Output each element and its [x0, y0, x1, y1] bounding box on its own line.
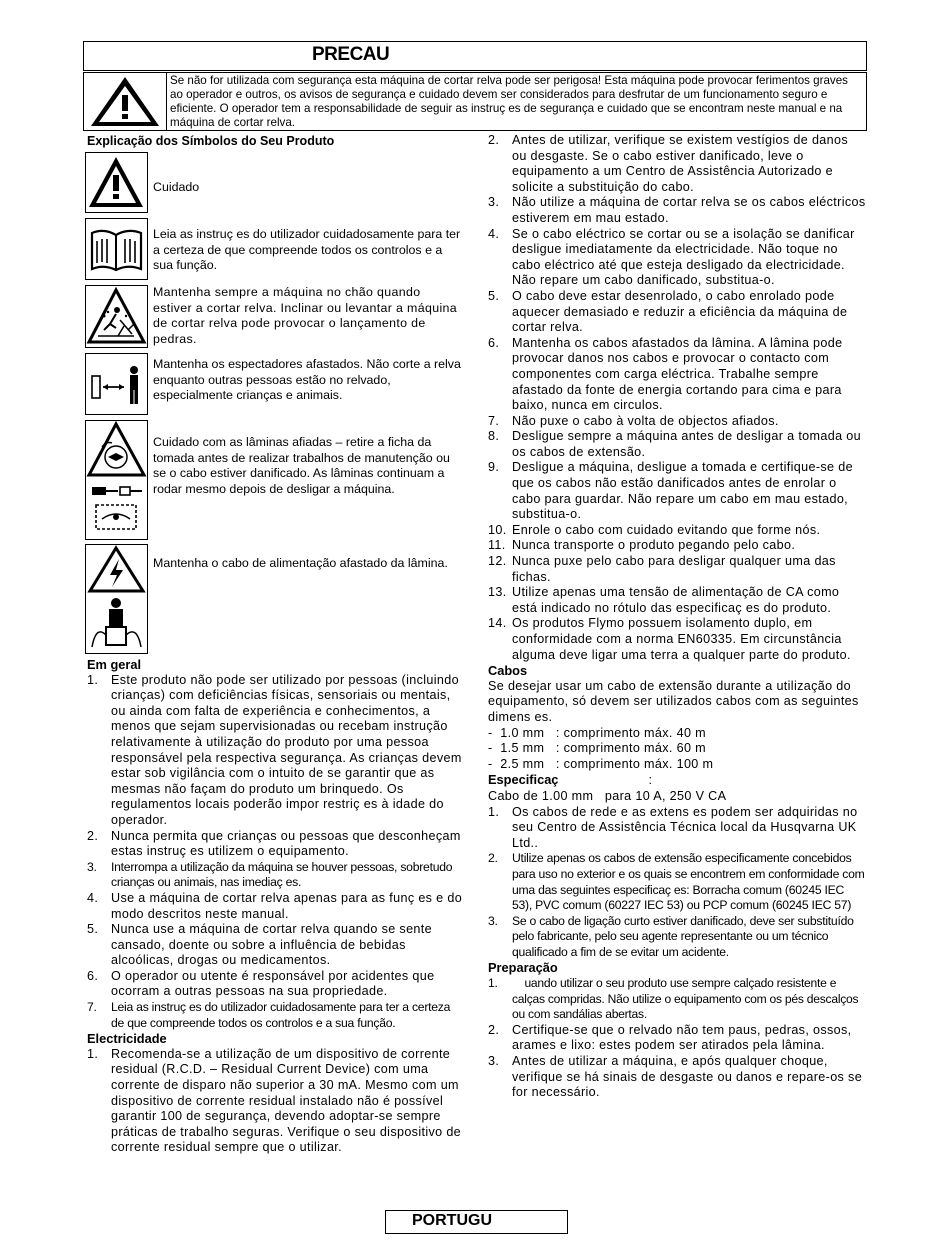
warning-triangle-icon [86, 153, 147, 212]
section-title-electricidade: Electricidade [87, 1031, 167, 1047]
symbol-text-caution: Cuidado [153, 180, 200, 194]
list-item: 5. Nunca use a máquina de cortar relva quando se sente cansado, doente ou sobre a influência de bebidas alcoólicas, drogas ou medicamentos. [87, 922, 432, 968]
cabos-intro: Se desejar usar um cabo de extensão durante a utilização do equipamento, só devem ser utilizados cabos com as seguintes dimens es. [488, 678, 859, 724]
footer-language-label: PORTUGU [412, 1212, 492, 1229]
list-item: 2. Certifique-se que o relvado não tem paus, pedras, ossos, arames e lixo: estes podem ser atirados pela lâmina. [488, 1022, 852, 1053]
cable-away-symbol [85, 544, 148, 654]
electric-shock-icon [86, 545, 147, 595]
list-item: 5. O cabo deve estar desenrolado, o cabo enrolado pode aquecer demasiado e reduzir a eficiência da máquina de cortar relva. [488, 288, 848, 335]
section-title-cabos: Cabos [488, 663, 528, 679]
section-title-especificacoes: Especificaç : [488, 772, 652, 788]
page-title: PRECAU [312, 44, 390, 65]
sharp-blades-symbol [85, 420, 148, 540]
list-item: 4. Use a máquina de cortar relva apenas para as funç es e do modo descritos neste manual. [87, 890, 463, 921]
list-item: 1. Recomenda-se a utilização de um dispositivo de corrente residual (R.C.D. – Residual Current Device) com uma corrente de disparo não superior a 30 mA. Mesmo com um dispositivo de corrente residual instalado não é possível garantir 100 de segurança, devendo adoptar-se sempre práticas de trabalho seguras. Verifique o seu dispositivo de corrente residual sempre que o utilizar. [87, 1046, 462, 1155]
section-title-em-geral: Em geral [87, 657, 142, 672]
sharp-blades-icon [86, 421, 147, 479]
warning-text: Se não for utilizada com segurança esta máquina de cortar relva pode ser perigosa! Esta máquina pode provocar ferimentos graves ao operador e outros, os avisos de segurança e cuidado devem ser considerados para desfrutar de um funcionamento seguro e eficiente. O operador tem a responsabilidade de seguir as instruç es de segurança e cuidado que se encontram neste manual e na máquina de cortar relva. [170, 74, 848, 129]
cable-size-line: - 2.5 mm : comprimento máx. 100 m [488, 756, 714, 771]
list-item: 14. Os produtos Flymo possuem isolamento duplo, em conformidade com a norma EN60335. Em circunstância alguma deve ligar uma terra a qualquer parte do produto. [488, 616, 851, 662]
book-icon [86, 219, 147, 279]
list-item: 2. Antes de utilizar, verifique se existem vestígios de danos ou desgaste. Se o cabo estiver danificado, leve o equipamento a um Centro de Assistência Autorizado e solicite a substituição do cabo. [488, 133, 849, 194]
list-item: 3. Se o cabo de ligação curto estiver danificado, deve ser substituído pelo fabricante, pelo seu agente representante ou um técnico qualificado a fim de se evitar um acidente. [488, 913, 854, 959]
list-item: 8. Desligue sempre a máquina antes de desligar a tomada ou os cabos de extensão. [488, 429, 861, 459]
symbol-text-cable-away: Mantenha o cabo de alimentação afastado da lâmina. [153, 556, 448, 570]
caution-symbol [85, 152, 148, 213]
cable-size-line: - 1.0 mm : comprimento máx. 40 m [488, 725, 706, 740]
left-column [87, 657, 465, 1156]
unplug-icon [86, 479, 147, 537]
cable-away-icon [86, 595, 147, 653]
bystanders-symbol [85, 353, 148, 415]
symbols-title: Explicação dos Símbolos do Seu Produto [87, 134, 335, 148]
list-item: 2. Nunca permita que crianças ou pessoas que desconheçam estas instruç es utilizem o equipamento. [87, 828, 461, 859]
right-column [488, 133, 866, 1101]
list-item: 7. Leia as instruç es do utilizador cuidadosamente para ter a certeza de que compreende todos os controlos e a sua função. [87, 1000, 451, 1030]
footer-language-box [385, 1210, 568, 1234]
list-item: 6. O operador ou utente é responsável por acidentes que ocorram a outras pessoas na sua propriedade. [87, 968, 435, 999]
list-item: 11. Nunca transporte o produto pegando pelo cabo. [488, 538, 796, 553]
list-item: 1. Este produto não pode ser utilizado por pessoas (incluindo crianças) com deficiências físicas, sensoriais ou mentais, ou ainda com falta de experiência e conhecimentos, a menos que sejam supervisionadas ou recebam instrução relativamente à utilização do produto por uma pessoa responsável pela respectiva segurança. As crianças devem estar sob vigilância com o intuito de se garantir que as mesmas não façam do produto um brinquedo. Os regulamentos locais poderão impor restriç es à idade do operador. [87, 672, 462, 827]
symbol-text-manual: Leia as instruç es do utilizador cuidadosamente para ter a certeza de que compreende todos os controlos e a sua função. [153, 227, 461, 272]
cable-size-line: - 1.5 mm : comprimento máx. 60 m [488, 741, 706, 756]
list-item: 2. Utilize apenas os cabos de extensão especificamente concebidos para uso no exterior e os quais se encontrem em conformidade com uma das seguintes especificaç es: Borracha comum (60245 IEC 53), PVC comum (60227 IEC 53) ou PCP comum (60245 IEC 57) [488, 851, 865, 913]
list-item: 6. Mantenha os cabos afastados da lâmina. A lâmina pode provocar danos nos cabos e provocar o contacto com componentes com carga eléctrica. Trabalhe sempre afastado da fonte de energia cortando para cima e para baixo, nunca em circulos. [488, 335, 843, 413]
list-item: 1. uando utilizar o seu produto use sempre calçado resistente e calças compridas. Não utilize o equipamento com os pés descalços ou com sandálias abertas. [488, 976, 862, 1022]
bystanders-icon [86, 354, 147, 414]
list-item: 3. Antes de utilizar a máquina, e após qualquer choque, verifique se há sinais de desgaste ou danos e repare-os se for necessário. [488, 1054, 863, 1100]
warning-triangle-icon [84, 73, 166, 130]
list-item: 12. Nunca puxe pelo cabo para desligar qualquer uma das fichas. [488, 554, 836, 584]
thrown-objects-symbol [85, 285, 148, 348]
symbol-text-thrown-objects: Mantenha sempre a máquina no chão quando estiver a cortar relva. Inclinar ou levantar a máquina de cortar relva pode provocar o lançamento de pedras. [153, 285, 458, 346]
list-item: 3. Interrompa a utilização da máquina se houver pessoas, sobretudo crianças ou animais, nas imediaç es. [87, 859, 453, 890]
symbol-text-bystanders: Mantenha os espectadores afastados. Não corte a relva enquanto outras pessoas estão no relvado, especialmente crianças e animais. [153, 357, 461, 402]
section-title-preparacao: Preparação [488, 960, 558, 976]
list-item: 3. Não utilize a máquina de cortar relva se os cabos eléctricos estiverem em mau estado. [488, 195, 866, 225]
list-item: 10. Enrole o cabo com cuidado evitando que forme nós. [488, 522, 821, 537]
list-item: 13. Utilize apenas uma tensão de alimentação de CA como está indicado no rótulo das especificaç es do produto. [488, 585, 840, 615]
list-item: 4. Se o cabo eléctrico se cortar ou se a isolação se danificar desligue imediatamente da electricidade. Não toque no cabo eléctrico até que esteja desligado da electricidade. Não repare um cabo danificado, substitua-o. [488, 226, 855, 288]
list-item: 7. Não puxe o cabo à volta de objectos afiados. [488, 413, 779, 428]
list-item: 1. Os cabos de rede e as extens es podem ser adquiridas no seu Centro de Assistência Técnica local da Husqvarna UK Ltd.. [488, 804, 858, 850]
manual-symbol [85, 218, 148, 280]
list-item: 9. Desligue a máquina, desligue a tomada e certifique-se de que os cabos não estão danificados antes de enrolar o cabo para guardar. Não repare um cabo em mau estado, substitua-o. [488, 460, 853, 522]
thrown-objects-icon [86, 286, 147, 347]
symbol-text-sharp-blades: Cuidado com as lâminas afiadas – retire a ficha da tomada antes de realizar trabalhos de manutenção ou se o cabo estiver danificado. As lâminas continuam a rodar mesmo depois de desligar a máquina. [153, 435, 450, 496]
title-box [83, 41, 867, 71]
spec-line: Cabo de 1.00 mm para 10 A, 250 V CA [488, 788, 727, 803]
warning-banner [83, 72, 867, 131]
warning-icon-cell [84, 73, 167, 130]
